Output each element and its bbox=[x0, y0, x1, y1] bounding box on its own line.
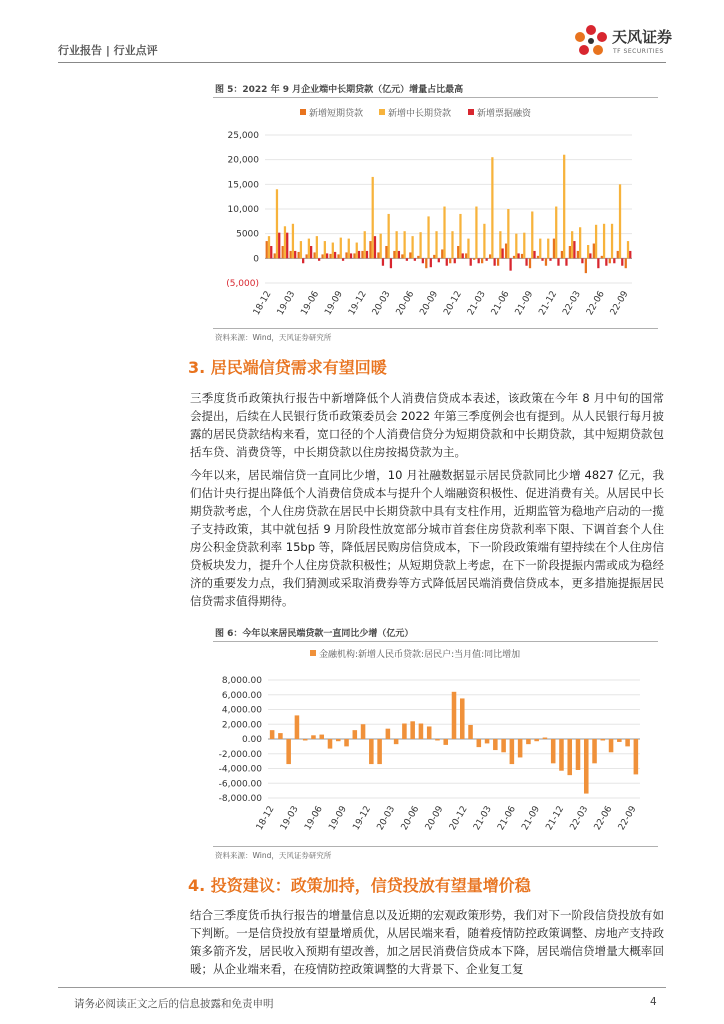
bar bbox=[526, 739, 531, 744]
x-tick-label: 19-09 bbox=[323, 289, 345, 318]
bar bbox=[617, 251, 619, 258]
bar bbox=[401, 254, 403, 258]
x-tick-label: 20-09 bbox=[423, 804, 446, 833]
x-tick-label: 20-12 bbox=[447, 804, 470, 833]
bar bbox=[468, 725, 473, 739]
x-tick-label: 19-09 bbox=[327, 804, 349, 833]
bar bbox=[361, 724, 366, 739]
bar bbox=[402, 724, 407, 739]
bar bbox=[417, 256, 419, 258]
bar bbox=[318, 258, 320, 260]
x-tick-label: 19-03 bbox=[275, 289, 298, 318]
bar bbox=[473, 258, 475, 259]
bar bbox=[521, 254, 523, 258]
bar bbox=[551, 739, 556, 763]
bar bbox=[617, 739, 622, 742]
bar bbox=[597, 258, 599, 268]
bar bbox=[485, 739, 490, 743]
bar bbox=[619, 184, 621, 258]
x-tick-label: 21-12 bbox=[544, 804, 567, 833]
bar bbox=[377, 739, 382, 764]
bar bbox=[290, 251, 292, 258]
y-tick-label: 20,000 bbox=[227, 155, 259, 166]
bar bbox=[525, 258, 527, 265]
footer-divider bbox=[58, 987, 666, 988]
bar bbox=[499, 231, 501, 258]
y-tick-label: 15,000 bbox=[227, 180, 259, 191]
legend-swatch bbox=[310, 650, 316, 656]
bar bbox=[478, 258, 480, 263]
bar bbox=[435, 231, 437, 258]
figure5-bottom-rule bbox=[213, 328, 658, 329]
x-tick-label: 19-06 bbox=[299, 289, 322, 318]
bar bbox=[332, 243, 334, 259]
bar bbox=[406, 258, 408, 260]
bar bbox=[443, 739, 448, 745]
bar bbox=[286, 233, 288, 259]
bar bbox=[625, 739, 630, 746]
bar bbox=[278, 733, 283, 739]
x-tick-label: 20-09 bbox=[418, 289, 441, 318]
bar bbox=[477, 739, 482, 747]
bar bbox=[557, 258, 559, 265]
x-tick-label: 22-06 bbox=[592, 804, 615, 833]
bar bbox=[452, 692, 457, 739]
bar bbox=[386, 729, 391, 739]
footer-disclaimer: 请务必阅读正文之后的信息披露和免责申明 bbox=[74, 998, 274, 1010]
bar bbox=[634, 739, 639, 774]
legend-label: 新增短期贷款 bbox=[309, 109, 364, 119]
bar bbox=[561, 251, 563, 258]
bar bbox=[627, 241, 629, 258]
brand-logo-icon bbox=[571, 22, 611, 60]
bar bbox=[276, 189, 278, 258]
x-tick-label: 22-09 bbox=[616, 804, 639, 833]
y-tick-label: -6,000.00 bbox=[218, 779, 262, 790]
bar bbox=[282, 246, 284, 258]
figure5-chart bbox=[200, 100, 660, 325]
bar bbox=[286, 739, 291, 764]
x-tick-label: 21-09 bbox=[513, 289, 536, 318]
bar bbox=[374, 236, 376, 258]
x-tick-label: 19-12 bbox=[347, 289, 369, 318]
bar bbox=[493, 739, 498, 750]
bar bbox=[443, 207, 445, 259]
bar bbox=[321, 254, 323, 258]
bar bbox=[545, 258, 547, 265]
bar bbox=[345, 252, 347, 258]
bar bbox=[475, 207, 477, 259]
bar bbox=[601, 256, 603, 258]
x-tick-label: 19-03 bbox=[278, 804, 301, 833]
bar bbox=[559, 739, 564, 771]
section3-paragraph-1: 三季度货币政策执行报告中新增降低个人消费信贷成本表述，该政策在今年 8 月中旬的国常会提出，后续在人民银行货币政策委员会 2022 年第三季度例会也有提到。从人民银行每月披露的居民贷款结构来看，宽口径的个人消费信贷分为短期贷款和中长期贷款，其中短期贷款包括车贷、消费贷等，中长期贷款以住房按揭贷款为主。 bbox=[190, 391, 664, 459]
bar bbox=[403, 231, 405, 258]
bar bbox=[334, 252, 336, 258]
header-divider bbox=[58, 62, 666, 63]
bar bbox=[303, 739, 308, 740]
bar bbox=[394, 739, 399, 744]
bar bbox=[581, 258, 583, 263]
figure5-source: 资料来源：Wind，天风证券研究所 bbox=[215, 333, 332, 342]
bar bbox=[462, 253, 464, 258]
bar bbox=[409, 252, 411, 258]
bar bbox=[523, 233, 525, 259]
bar bbox=[541, 258, 543, 260]
figure6-source: 资料来源：Wind，天风证券研究所 bbox=[215, 851, 332, 860]
section4-paragraph-1: 结合三季度货币执行报告的增量信息以及近期的宏观政策形势，我们对下一阶段信贷投放有如下判断。一是信贷投放有望量增质优，从居民端来看，随着疫情防控政策调整、房地产支持政策多箭齐发，居民收入预期有望改善，加之居民消费信贷成本下降，居民端信贷增量大概率回暖；从企业端来看，在疫情防控政策调整的大背景下、企业复工复 bbox=[190, 908, 664, 976]
bar bbox=[565, 258, 567, 265]
bar bbox=[266, 241, 268, 258]
bar bbox=[278, 233, 280, 259]
bar bbox=[611, 224, 613, 259]
bar bbox=[510, 739, 515, 764]
bar bbox=[385, 246, 387, 258]
bar bbox=[396, 231, 398, 258]
bar bbox=[501, 739, 506, 752]
brand-name: 天风证券 bbox=[612, 28, 673, 46]
bar bbox=[390, 258, 392, 268]
bar bbox=[483, 224, 485, 259]
bar bbox=[465, 253, 467, 258]
bar bbox=[319, 735, 324, 739]
bar bbox=[489, 254, 491, 258]
x-tick-label: 22-03 bbox=[561, 289, 583, 318]
bar bbox=[316, 236, 318, 258]
x-tick-label: 21-06 bbox=[496, 804, 518, 833]
section4-title: 4. 投资建议：政策加持，信贷投放有望量增价稳 bbox=[188, 876, 531, 895]
bar bbox=[425, 258, 427, 268]
bar bbox=[595, 225, 597, 259]
y-tick-label: 10,000 bbox=[227, 205, 259, 215]
bar bbox=[369, 739, 374, 764]
y-tick-label: (5,000) bbox=[226, 279, 259, 289]
bar bbox=[460, 698, 465, 739]
bar bbox=[515, 234, 517, 259]
y-tick-label: 0.00 bbox=[241, 735, 262, 745]
bar bbox=[567, 739, 572, 775]
bar bbox=[454, 258, 456, 263]
legend-swatch bbox=[379, 109, 385, 115]
bar bbox=[577, 251, 579, 258]
figure6-title: 图 6：今年以来居民端贷款一直同比少增（亿元） bbox=[215, 629, 414, 639]
bar bbox=[509, 258, 511, 270]
bar bbox=[446, 258, 448, 265]
bar bbox=[419, 724, 424, 739]
bar bbox=[366, 251, 368, 258]
bar bbox=[435, 739, 440, 740]
figure5-title: 图 5：2022 年 9 月企业端中长期贷款（亿元）增量占比最高 bbox=[215, 85, 464, 95]
y-tick-label: 5000 bbox=[236, 229, 259, 240]
bar bbox=[422, 258, 424, 263]
x-tick-label: 22-09 bbox=[608, 289, 631, 318]
bar bbox=[584, 739, 589, 794]
figure6-bottom-rule bbox=[213, 846, 658, 847]
bar bbox=[501, 248, 503, 258]
bar bbox=[609, 258, 611, 263]
bar bbox=[571, 231, 573, 258]
bar bbox=[388, 214, 390, 258]
bar bbox=[539, 239, 541, 259]
bar bbox=[609, 739, 614, 752]
y-tick-label: 0 bbox=[253, 254, 259, 265]
x-tick-label: 18-12 bbox=[251, 289, 274, 318]
bar bbox=[380, 234, 382, 259]
bar bbox=[268, 236, 270, 258]
bar bbox=[427, 216, 429, 258]
bar bbox=[579, 227, 581, 258]
y-tick-label: 4,000.00 bbox=[221, 705, 262, 716]
bar bbox=[358, 251, 360, 258]
x-tick-label: 21-09 bbox=[520, 804, 543, 833]
x-tick-label: 20-06 bbox=[394, 289, 417, 318]
bar bbox=[411, 236, 413, 258]
x-tick-label: 19-12 bbox=[351, 804, 374, 833]
y-tick-label: -8,000.00 bbox=[218, 794, 262, 804]
x-tick-label: 21-12 bbox=[537, 289, 560, 318]
bar bbox=[364, 231, 366, 258]
bar bbox=[589, 253, 591, 258]
bar bbox=[573, 241, 575, 258]
bar bbox=[284, 226, 286, 258]
bar bbox=[543, 738, 548, 739]
x-tick-label: 20-03 bbox=[375, 804, 398, 833]
y-tick-label: 6,000.00 bbox=[221, 690, 262, 701]
section3-paragraph-2: 今年以来，居民端信贷一直同比少增，10 月社融数据显示居民贷款同比少增 4827 亿元，我们估计央行提出降低个人消费信贷成本与提升个人端融资积极性、促进消费有关。从居民中长期贷款考虑，个人住房贷款在居民中长期贷款中具有支柱作用，近期监管为稳地产启动的一揽子支持政策，其中就包括 9 月阶段性放宽部分城市首套住房贷款利率下限、下调首套个人住房公积金贷款利率 15bp 等，降低居民购房信贷成本，下一阶段政策端有望持续在个人住房信贷板块发力，提升个人住房贷款积极性；从短期贷款上考虑，在下一阶段提振内需或成为稳经济的重要发力点，我们猜测或采取消费券等方式降低居民端消费信贷成本，更多措施提振居民信贷需求值得期待。 bbox=[190, 468, 664, 608]
bar bbox=[531, 211, 533, 258]
bar bbox=[353, 730, 358, 739]
bar bbox=[603, 224, 605, 259]
bar bbox=[356, 243, 358, 259]
bar bbox=[491, 157, 493, 258]
bar bbox=[613, 258, 615, 263]
bar bbox=[433, 255, 435, 258]
bar bbox=[300, 241, 302, 258]
bar bbox=[601, 739, 606, 740]
bar bbox=[625, 258, 627, 268]
bar bbox=[470, 258, 472, 265]
bar bbox=[555, 207, 557, 259]
bar bbox=[569, 246, 571, 258]
bar bbox=[585, 258, 587, 273]
figure6-chart bbox=[200, 644, 660, 844]
bar bbox=[353, 253, 355, 258]
bar bbox=[507, 209, 509, 258]
x-tick-label: 19-06 bbox=[303, 804, 325, 833]
bar bbox=[382, 258, 384, 265]
bar bbox=[342, 258, 344, 260]
bar bbox=[481, 258, 483, 263]
figure6-top-rule bbox=[213, 641, 658, 642]
bar bbox=[329, 254, 331, 258]
bar bbox=[336, 739, 341, 741]
x-tick-label: 21-03 bbox=[472, 804, 494, 833]
y-tick-label: -2,000.00 bbox=[218, 749, 262, 760]
bar bbox=[529, 258, 531, 268]
legend-swatch bbox=[300, 109, 306, 115]
legend-label: 新增票据融资 bbox=[477, 109, 532, 119]
bar bbox=[274, 253, 276, 258]
bar bbox=[350, 253, 352, 258]
x-tick-label: 20-06 bbox=[399, 804, 422, 833]
legend-label: 金融机构:新增人民币贷款:居民户:当月值:同比增加 bbox=[319, 650, 521, 660]
bar bbox=[324, 241, 326, 258]
bar bbox=[302, 258, 304, 263]
bar bbox=[563, 155, 565, 259]
legend-label: 新增中长期贷款 bbox=[388, 109, 452, 119]
x-tick-label: 22-06 bbox=[585, 289, 607, 318]
bar bbox=[494, 258, 496, 265]
bar bbox=[337, 254, 339, 258]
bar bbox=[451, 231, 453, 258]
bar bbox=[497, 258, 499, 265]
bar bbox=[430, 258, 432, 267]
bar bbox=[449, 258, 451, 263]
page-number: 4 bbox=[650, 996, 657, 1008]
y-tick-label: 8,000.00 bbox=[221, 676, 262, 686]
bar bbox=[298, 252, 300, 258]
bar bbox=[592, 739, 597, 763]
y-tick-label: -4,000.00 bbox=[218, 764, 262, 775]
x-tick-label: 21-03 bbox=[466, 289, 488, 318]
bar bbox=[393, 251, 395, 258]
x-tick-label: 22-03 bbox=[568, 804, 591, 833]
bar bbox=[605, 258, 607, 265]
bar bbox=[344, 739, 349, 746]
bar bbox=[517, 253, 519, 258]
bar bbox=[270, 246, 272, 258]
bar bbox=[295, 715, 300, 739]
bar bbox=[270, 730, 275, 739]
bar bbox=[410, 721, 415, 739]
bar bbox=[427, 726, 432, 739]
x-tick-label: 18-12 bbox=[254, 804, 277, 833]
bar bbox=[305, 254, 307, 258]
bar bbox=[467, 239, 469, 259]
bar bbox=[361, 251, 363, 258]
x-tick-label: 21-06 bbox=[489, 289, 512, 318]
bar bbox=[311, 735, 316, 739]
bar bbox=[553, 239, 555, 259]
bar bbox=[505, 244, 507, 259]
section3-title: 3. 居民端信贷需求有望回暖 bbox=[188, 358, 387, 377]
bar bbox=[340, 238, 342, 259]
bar bbox=[549, 258, 551, 260]
x-tick-label: 20-12 bbox=[442, 289, 464, 318]
bar bbox=[534, 739, 539, 741]
bar bbox=[621, 258, 623, 265]
bar bbox=[294, 251, 296, 258]
bar bbox=[310, 246, 312, 258]
bar bbox=[593, 244, 595, 259]
bar bbox=[419, 232, 421, 258]
bar bbox=[414, 258, 416, 260]
x-tick-label: 20-03 bbox=[370, 289, 393, 318]
bar bbox=[537, 256, 539, 258]
figure5-top-rule bbox=[213, 97, 658, 98]
bar bbox=[457, 246, 459, 258]
legend-swatch bbox=[468, 109, 474, 115]
bar bbox=[486, 258, 488, 260]
report-category: 行业报告 | 行业点评 bbox=[58, 44, 158, 57]
bar bbox=[587, 245, 589, 258]
bar bbox=[308, 239, 310, 259]
bar bbox=[292, 224, 294, 259]
bar bbox=[348, 239, 350, 259]
bar bbox=[441, 249, 443, 258]
bar bbox=[438, 258, 440, 262]
bar bbox=[518, 739, 523, 757]
bar bbox=[398, 251, 400, 258]
bar bbox=[326, 253, 328, 258]
bar bbox=[313, 252, 315, 258]
bar bbox=[576, 739, 581, 770]
y-tick-label: 25,000 bbox=[227, 131, 259, 141]
bar bbox=[459, 214, 461, 258]
y-tick-label: 2,000.00 bbox=[221, 720, 262, 731]
bar bbox=[629, 251, 631, 258]
bar bbox=[533, 251, 535, 258]
bar bbox=[547, 239, 549, 259]
brand-subtitle: TF SECURITIES bbox=[613, 48, 664, 55]
bar bbox=[369, 241, 371, 258]
bar bbox=[377, 252, 379, 258]
bar bbox=[372, 177, 374, 258]
bar bbox=[513, 256, 515, 258]
bar bbox=[328, 739, 333, 749]
